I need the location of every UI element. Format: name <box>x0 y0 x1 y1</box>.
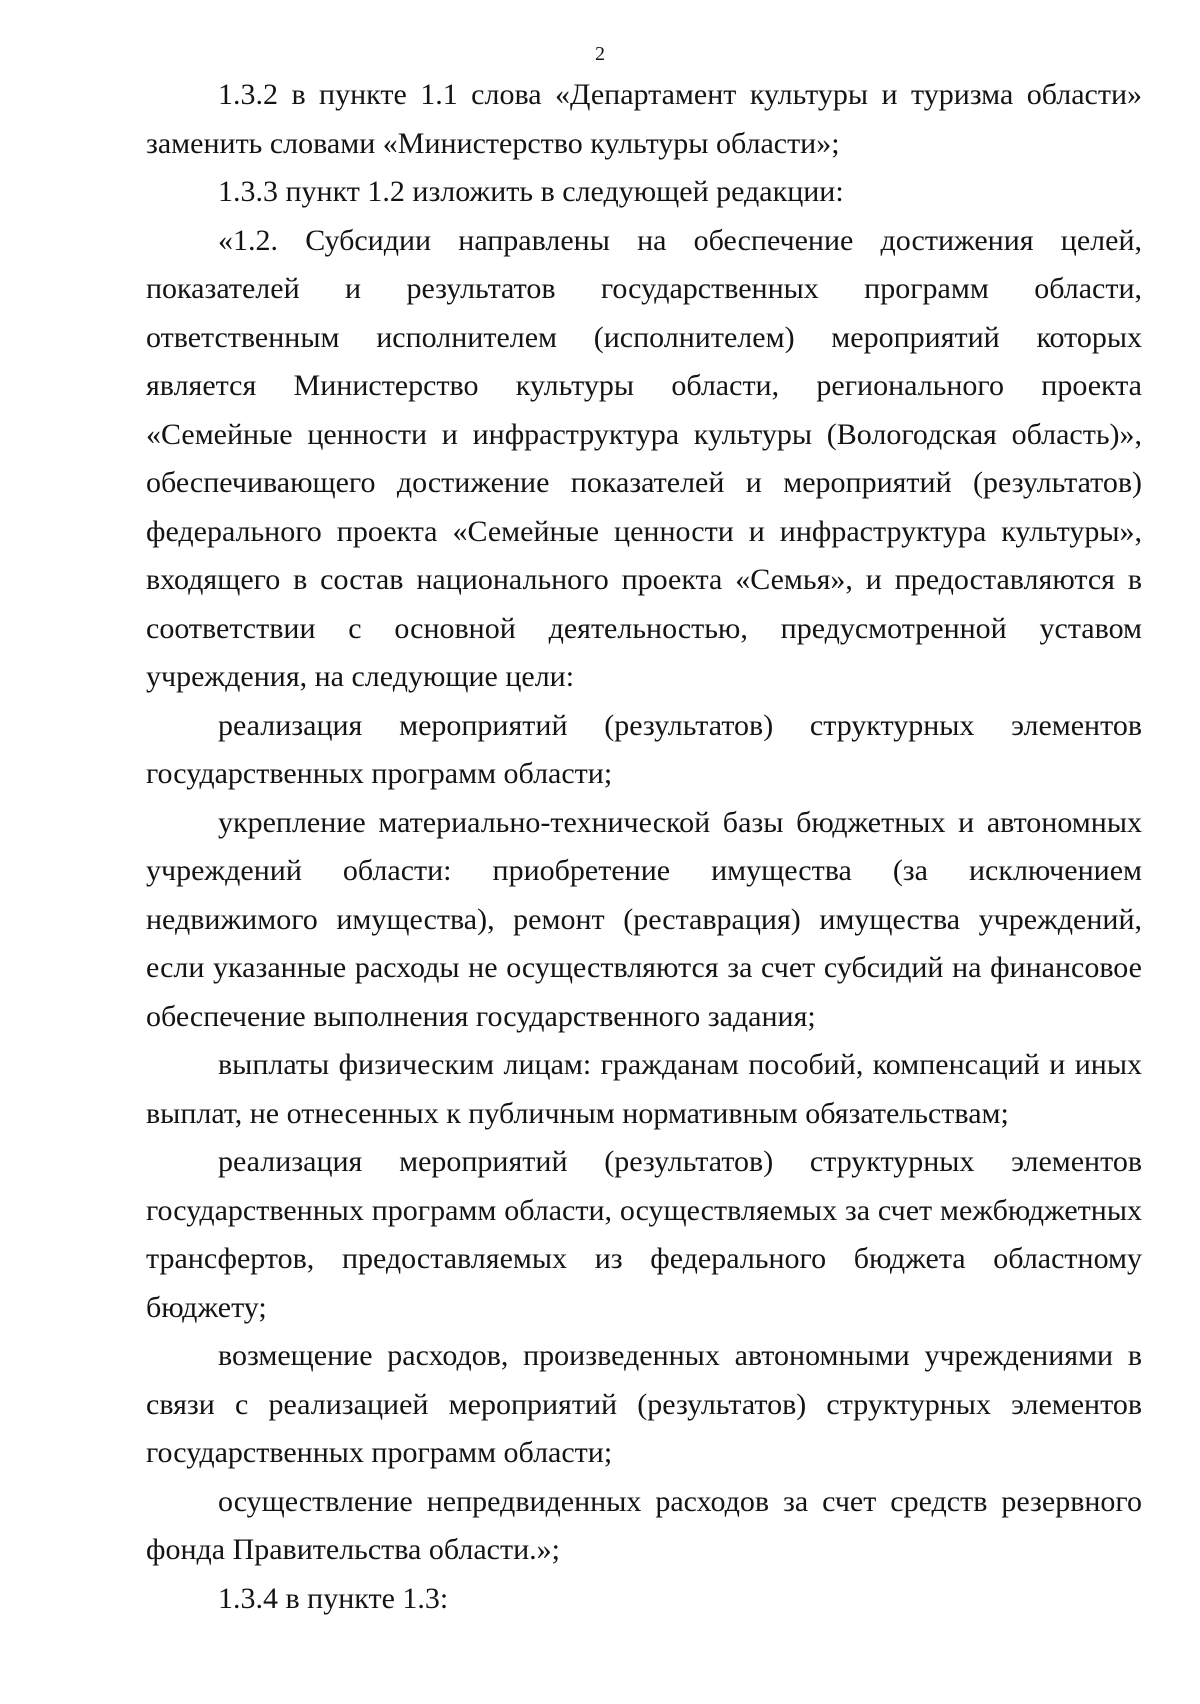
paragraph-1-3-2: 1.3.2 в пункте 1.1 слова «Департамент культуры и туризма области» заменить словами «Министерство культуры области»; <box>146 78 1142 160</box>
document-body <box>146 71 1142 1623</box>
paragraph-1-3-3: 1.3.3 пункт 1.2 изложить в следующей редакции: <box>218 175 844 208</box>
list-item-program-measures: реализация мероприятий (результатов) структурных элементов государственных программ области; <box>146 708 1142 790</box>
list-item-reserve-fund: осуществление непредвиденных расходов за счет средств резервного фонда Правительства области.»; <box>146 1484 1142 1566</box>
page-number: 2 <box>595 43 605 65</box>
list-item-payments-to-individuals: выплаты физическим лицам: гражданам пособий, компенсаций и иных выплат, не отнесенных к публичным нормативным обязательствам; <box>146 1048 1142 1130</box>
paragraph-1-2-subsidies: «1.2. Субсидии направлены на обеспечение достижения целей, показателей и результатов государственных программ области, ответственным исполнителем (исполнителем) мероприятий которых является Министерство культуры области, регионального проекта «Семейные ценности и инфраструктура культуры (Вологодская область)», обеспечивающего достижение показателей и мероприятий (результатов) федерального проекта «Семейные ценности и инфраструктура культуры», входящего в состав национального проекта «Семья», и предоставляются в соответствии с основной деятельностью, предусмотренной уставом учреждения, на следующие цели: <box>146 223 1142 693</box>
list-item-interbudget-transfers: реализация мероприятий (результатов) структурных элементов государственных программ области, осуществляемых за счет межбюджетных трансфертов, предоставляемых из федерального бюджета областному бюджету; <box>146 1145 1142 1324</box>
list-item-expense-reimbursement: возмещение расходов, произведенных автономными учреждениями в связи с реализацией мероприятий (результатов) структурных элементов государственных программ области; <box>146 1339 1142 1469</box>
paragraph-1-3-4: 1.3.4 в пункте 1.3: <box>218 1581 449 1615</box>
list-item-material-base: укрепление материально-технической базы бюджетных и автономных учреждений области: приобретение имущества (за исключением недвижимого имущества), ремонт (реставрация) имущества учреждений, если указанные расходы не осуществляются за счет субсидий на финансовое обеспечение выполнения государственного задания; <box>146 805 1142 1033</box>
